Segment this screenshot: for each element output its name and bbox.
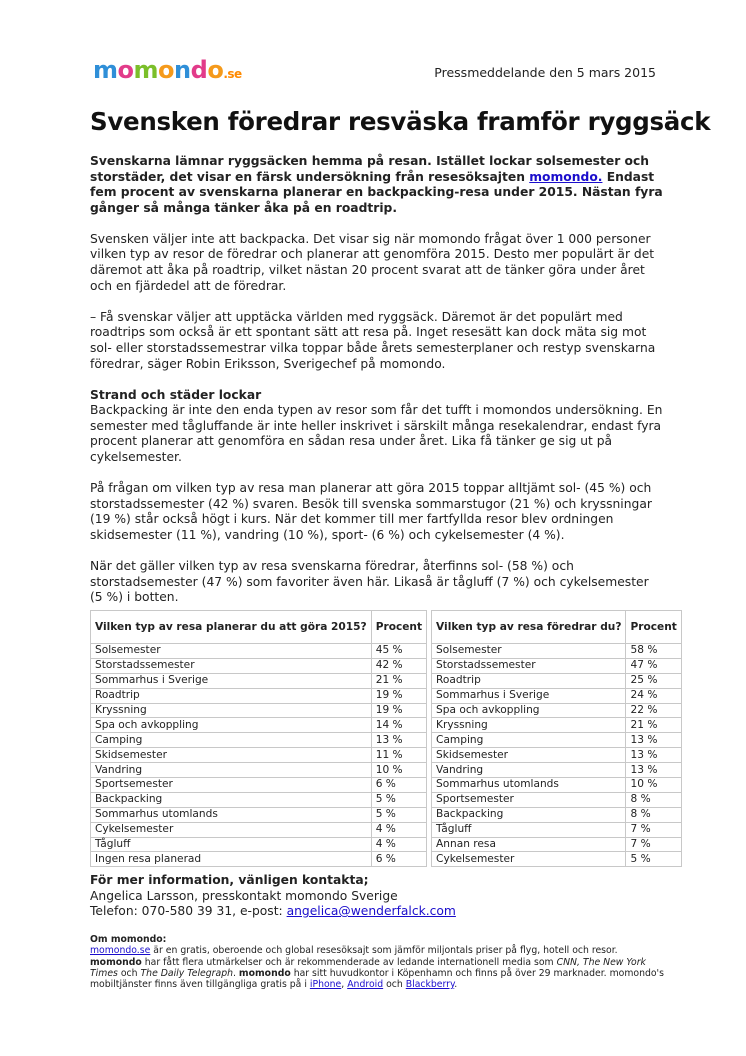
percent-cell: 8 % bbox=[626, 792, 681, 807]
percent-cell: 13 % bbox=[626, 748, 681, 763]
percent-cell: 13 % bbox=[626, 763, 681, 778]
momondo-logo bbox=[93, 58, 242, 82]
travel-type-cell: Cykelsemester bbox=[432, 852, 626, 867]
logo-letter: n bbox=[174, 56, 191, 84]
table1-header-percent: Procent bbox=[371, 611, 426, 644]
travel-type-cell: Solsemester bbox=[91, 644, 372, 659]
table-row bbox=[432, 703, 682, 718]
table-row bbox=[91, 822, 427, 837]
paragraph-4: På frågan om vilken typ av resa man planerar att göra 2015 toppar alltjämt sol- (45 %) och storstadssemester (42 %) svaren. Besök till svenska sommarstugor (21 %) och kryssningar (19 %) står också högt i kurs. När det kommer till mer fartfyllda resor blev ordningen skidsemester (11 %), vandring (10 %), sport- (6 %) och cykelsemester (4 %). bbox=[90, 481, 652, 542]
travel-type-cell: Tågluff bbox=[91, 837, 372, 852]
table-row bbox=[91, 792, 427, 807]
paragraph-5: När det gäller vilken typ av resa svenskarna föredrar, återfinns sol- (58 %) och storstadsemester (47 %) som favoriter även här. Likaså är tågluff (7 %) och cykelsemester (5 %) i botten. bbox=[90, 558, 649, 605]
percent-cell: 45 % bbox=[371, 644, 426, 659]
planned-travel-table bbox=[90, 610, 427, 867]
contact-phone-line bbox=[90, 904, 456, 920]
table-row bbox=[432, 778, 682, 793]
percent-cell: 10 % bbox=[626, 778, 681, 793]
about-text-7: . bbox=[454, 979, 458, 991]
momondo-link[interactable]: momondo. bbox=[529, 169, 603, 184]
travel-type-cell: Sportsemester bbox=[432, 792, 626, 807]
about-media-2: The Daily Telegraph bbox=[140, 967, 233, 979]
blackberry-link[interactable]: Blackberry bbox=[405, 979, 455, 991]
percent-cell: 5 % bbox=[371, 792, 426, 807]
percent-cell: 22 % bbox=[626, 703, 681, 718]
contact-name: Angelica Larsson, presskontakt momondo Sverige bbox=[90, 888, 398, 903]
travel-type-cell: Sportsemester bbox=[91, 778, 372, 793]
travel-type-cell: Skidsemester bbox=[432, 748, 626, 763]
about-media-1: CNN, The New York Times bbox=[90, 956, 646, 979]
paragraph-2: – Få svenskar väljer att upptäcka världen med ryggsäck. Däremot är det populärt med roadtrips som också är ett spontant sätt att resa på. Inget resesätt kan dock mäta sig mot sol- eller storstadssemestrar vilka toppar både årets semesterplaner och restyp svenskarna föredrar, säger Robin Eriksson, Sverigechef på momondo. bbox=[90, 309, 656, 371]
percent-cell: 7 % bbox=[626, 837, 681, 852]
travel-type-cell: Camping bbox=[91, 733, 372, 748]
travel-type-cell: Backpacking bbox=[91, 792, 372, 807]
table-row bbox=[432, 837, 682, 852]
percent-cell: 24 % bbox=[626, 688, 681, 703]
preferred-travel-table bbox=[431, 610, 682, 867]
table-row bbox=[432, 852, 682, 867]
contact-email-link[interactable]: angelica@wenderfalck.com bbox=[286, 904, 456, 919]
about-text-2: har fått flera utmärkelser och är rekommenderade av ledande internationell media som bbox=[141, 956, 557, 968]
travel-type-cell: Camping bbox=[432, 733, 626, 748]
table-row bbox=[432, 688, 682, 703]
travel-type-cell: Roadtrip bbox=[432, 673, 626, 688]
percent-cell: 5 % bbox=[371, 807, 426, 822]
percent-cell: 8 % bbox=[626, 807, 681, 822]
contact-phone: Telefon: 070-580 39 31, e-post: bbox=[90, 904, 287, 919]
survey-tables bbox=[90, 610, 682, 867]
travel-type-cell: Skidsemester bbox=[91, 748, 372, 763]
table-row bbox=[91, 658, 427, 673]
table-row bbox=[432, 658, 682, 673]
logo-letter: o bbox=[158, 56, 175, 84]
travel-type-cell: Spa och avkoppling bbox=[432, 703, 626, 718]
travel-type-cell: Backpacking bbox=[432, 807, 626, 822]
travel-type-cell: Tågluff bbox=[432, 822, 626, 837]
about-brand-1: momondo bbox=[90, 956, 142, 968]
table-row bbox=[91, 688, 427, 703]
travel-type-cell: Storstadssemester bbox=[91, 658, 372, 673]
travel-type-cell: Sommarhus i Sverige bbox=[91, 673, 372, 688]
travel-type-cell: Sommarhus i Sverige bbox=[432, 688, 626, 703]
table-row bbox=[91, 644, 427, 659]
table2-header-percent: Procent bbox=[626, 611, 681, 644]
page-title: Svensken föredrar resväska framför ryggsäck bbox=[90, 107, 711, 136]
percent-cell: 19 % bbox=[371, 688, 426, 703]
table-row bbox=[432, 822, 682, 837]
table-row bbox=[91, 778, 427, 793]
percent-cell: 21 % bbox=[371, 673, 426, 688]
travel-type-cell: Cykelsemester bbox=[91, 822, 372, 837]
table-row bbox=[91, 807, 427, 822]
travel-type-cell: Kryssning bbox=[432, 718, 626, 733]
travel-type-cell: Sommarhus utomlands bbox=[432, 778, 626, 793]
percent-cell: 25 % bbox=[626, 673, 681, 688]
table-row bbox=[91, 718, 427, 733]
about-text bbox=[90, 945, 665, 990]
article-body bbox=[90, 154, 665, 621]
logo-letter: o bbox=[117, 56, 134, 84]
about-text-1: är en gratis, oberoende och global resesöksajt som jämför miljontals priser på flyg, hotell och resor. bbox=[150, 945, 618, 957]
table-row bbox=[91, 837, 427, 852]
travel-type-cell: Sommarhus utomlands bbox=[91, 807, 372, 822]
percent-cell: 10 % bbox=[371, 763, 426, 778]
table-row bbox=[432, 807, 682, 822]
momondo-se-link[interactable]: momondo.se bbox=[90, 945, 151, 957]
travel-type-cell: Vandring bbox=[432, 763, 626, 778]
travel-type-cell: Storstadssemester bbox=[432, 658, 626, 673]
table-row bbox=[91, 748, 427, 763]
table-row bbox=[91, 673, 427, 688]
logo-suffix: .se bbox=[223, 67, 242, 81]
percent-cell: 47 % bbox=[626, 658, 681, 673]
table-row bbox=[91, 733, 427, 748]
percent-cell: 7 % bbox=[626, 822, 681, 837]
lead-paragraph bbox=[90, 154, 665, 216]
percent-cell: 19 % bbox=[371, 703, 426, 718]
about-section bbox=[90, 934, 665, 990]
logo-letter: m bbox=[133, 56, 159, 84]
lead-text-2: Endast fem procent av svenskarna planerar en backpacking-resa under 2015. Nästan fyra gånger så många tänker åka på en roadtrip. bbox=[90, 169, 663, 215]
travel-type-cell: Roadtrip bbox=[91, 688, 372, 703]
contact-heading: För mer information, vänligen kontakta; bbox=[90, 873, 369, 887]
table-row bbox=[432, 673, 682, 688]
percent-cell: 21 % bbox=[626, 718, 681, 733]
table-row bbox=[432, 792, 682, 807]
logo-letter: m bbox=[93, 56, 118, 84]
percent-cell: 4 % bbox=[371, 837, 426, 852]
contact-section bbox=[90, 873, 456, 920]
table-row bbox=[432, 718, 682, 733]
android-link[interactable]: Android bbox=[347, 979, 384, 991]
paragraph-3: Backpacking är inte den enda typen av resor som får det tufft i momondos undersökning. En semester med tågluffande är inte heller inskrivet i särskilt många resekalendrar, endast fyra procent planerar att genomföra en sådan resa under året. Lika få tänker ge sig ut på cykelsemester. bbox=[90, 403, 663, 464]
travel-type-cell: Ingen resa planerad bbox=[91, 852, 372, 867]
table1-header-type: Vilken typ av resa planerar du att göra 2015? bbox=[91, 611, 372, 644]
travel-type-cell: Spa och avkoppling bbox=[91, 718, 372, 733]
about-text-3: och bbox=[117, 967, 141, 979]
travel-type-cell: Solsemester bbox=[432, 644, 626, 659]
subheading: Strand och städer lockar bbox=[90, 387, 262, 402]
table-row bbox=[432, 763, 682, 778]
lead-text-1: Svenskarna lämnar ryggsäcken hemma på resan. Istället lockar solsemester och storstäder, det visar en färsk undersökning från resesöksajten bbox=[90, 154, 650, 184]
press-release-date: Pressmeddelande den 5 mars 2015 bbox=[434, 65, 656, 80]
percent-cell: 42 % bbox=[371, 658, 426, 673]
table-row bbox=[91, 703, 427, 718]
table-row bbox=[432, 748, 682, 763]
percent-cell: 6 % bbox=[371, 852, 426, 867]
about-text-4: . bbox=[233, 967, 239, 979]
about-brand-2: momondo bbox=[238, 967, 291, 979]
percent-cell: 58 % bbox=[626, 644, 681, 659]
table2-header-type: Vilken typ av resa föredrar du? bbox=[432, 611, 626, 644]
percent-cell: 13 % bbox=[371, 733, 426, 748]
percent-cell: 4 % bbox=[371, 822, 426, 837]
table-row bbox=[91, 763, 427, 778]
about-text-5: har sitt huvudkontor i Köpenhamn och finns på över 29 marknader. momondo's mobiltjänster finns även tillgängliga gratis på i bbox=[90, 967, 664, 991]
percent-cell: 5 % bbox=[626, 852, 681, 867]
table-row bbox=[432, 644, 682, 659]
logo-letter: d bbox=[190, 56, 208, 84]
paragraph-1: Svensken väljer inte att backpacka. Det visar sig när momondo frågat över 1 000 personer vilken typ av resor de föredrar och planerar att genomföra 2015. Desto mer populärt är det däremot att åka på roadtrip, vilket nästan 20 procent svarat att de tänker göra under året och en fjärdedel att de föredrar. bbox=[90, 231, 655, 293]
table-row bbox=[432, 733, 682, 748]
percent-cell: 14 % bbox=[371, 718, 426, 733]
logo-letter: o bbox=[207, 56, 224, 84]
travel-type-cell: Annan resa bbox=[432, 837, 626, 852]
about-heading: Om momondo: bbox=[90, 934, 167, 945]
table-row bbox=[91, 852, 427, 867]
percent-cell: 6 % bbox=[371, 778, 426, 793]
travel-type-cell: Vandring bbox=[91, 763, 372, 778]
about-sep: , bbox=[341, 979, 348, 991]
iphone-link[interactable]: iPhone bbox=[309, 979, 342, 991]
percent-cell: 13 % bbox=[626, 733, 681, 748]
travel-type-cell: Kryssning bbox=[91, 703, 372, 718]
percent-cell: 11 % bbox=[371, 748, 426, 763]
about-text-6: och bbox=[383, 979, 406, 991]
